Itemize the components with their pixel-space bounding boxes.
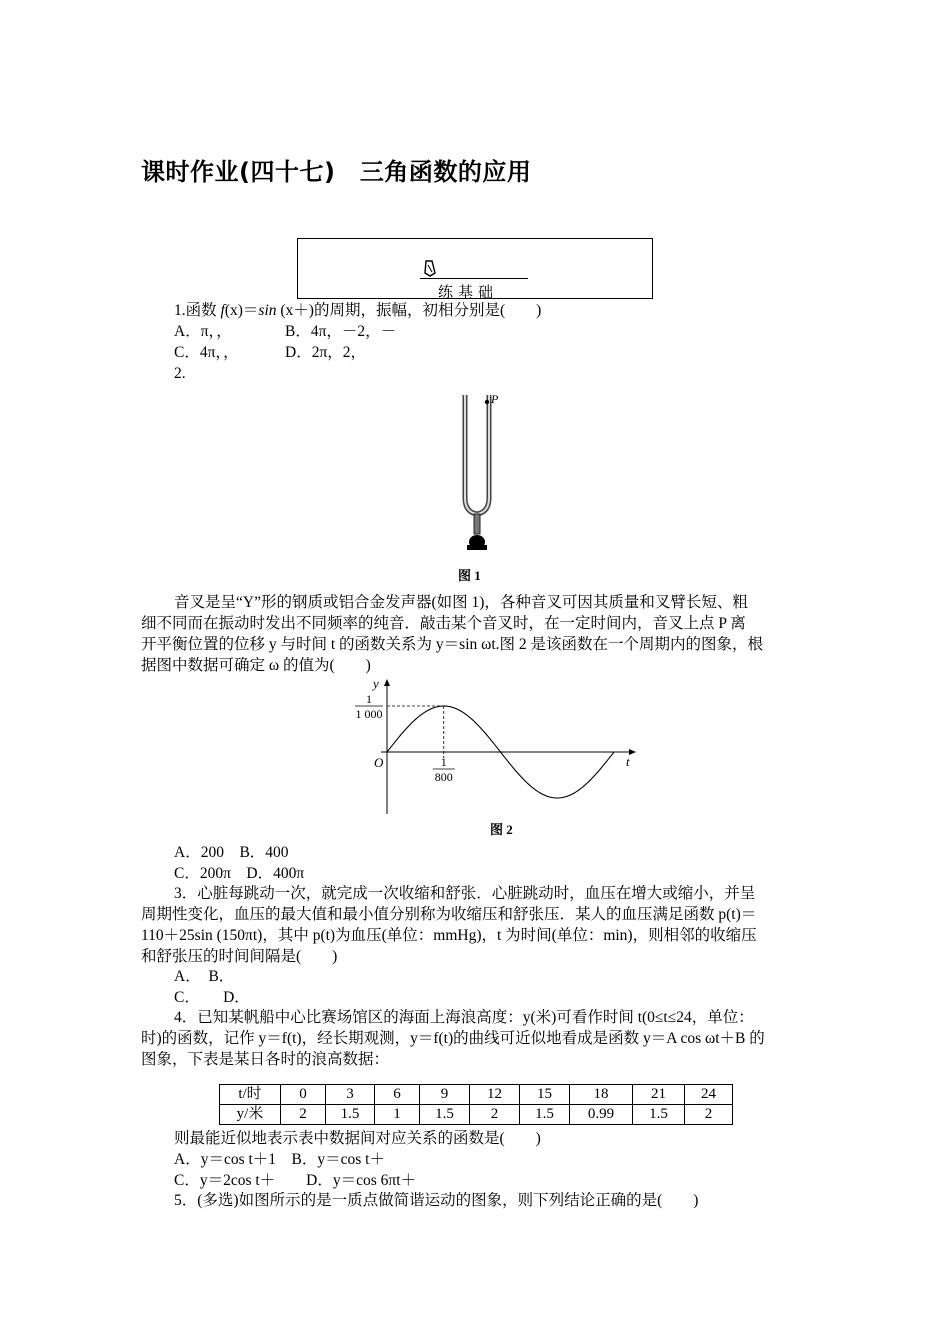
q4-options-cd: C．y＝2cos t＋ D．y＝cos 6πt＋ — [174, 1172, 417, 1189]
q3-line1: 3．心脏每跳动一次，就完成一次收缩和舒张．心脏跳动时，血压在增大或缩小，并呈 — [174, 885, 756, 902]
x-tick-numerator: 1 — [440, 755, 447, 769]
q4-after: 则最能近似地表示表中数据间对应关系的函数是( ) — [174, 1130, 541, 1147]
figure2-caption: 图 2 — [490, 822, 513, 837]
table-row-height — [220, 1105, 733, 1125]
table-cell: 9 — [420, 1085, 470, 1105]
q1-option-d: D．2π，2， — [285, 344, 367, 361]
table-cell: 21 — [633, 1085, 685, 1105]
y-axis-label: y — [373, 676, 379, 691]
table-cell: 2 — [281, 1105, 326, 1125]
table-cell: 6 — [375, 1085, 420, 1105]
origin-label: O — [374, 755, 384, 770]
sine-chart — [345, 674, 640, 819]
table-cell: 1 — [375, 1105, 420, 1125]
section-label: 练基础 — [438, 283, 499, 301]
y-tick-numerator: 1 — [366, 692, 372, 706]
tuning-fork-figure — [445, 390, 515, 555]
table-cell: 2 — [685, 1105, 733, 1125]
table-cell: 18 — [570, 1085, 633, 1105]
y-axis-arrow — [384, 679, 390, 686]
table-head-height: y/米 — [220, 1105, 281, 1125]
table-cell: 0.99 — [570, 1105, 633, 1125]
q1-option-b: B．4π，－2，－ — [285, 323, 397, 340]
q1-option-a: A．π，， — [174, 323, 232, 340]
q3-line4: 和舒张压的时间间隔是( ) — [141, 948, 338, 965]
figure1-caption: 图 1 — [458, 568, 481, 583]
x-tick-denominator: 800 — [434, 770, 453, 784]
q1-stem: 1.函数 f(x)＝sin (x＋)的周期，振幅，初相分别是( ) — [174, 302, 542, 319]
wave-height-table — [219, 1084, 733, 1125]
q2-para-line4: 据图中数据可确定 ω 的值为( ) — [141, 657, 371, 674]
q3-line2: 周期性变化，血压的最大值和最小值分别称为收缩压和舒张压．某人的血压满足函数 p(t)＝ — [141, 906, 757, 923]
q2-options-cd: C．200π D．400π — [174, 865, 305, 882]
table-head-time: t/时 — [220, 1085, 281, 1105]
q3-line3: 110＋25sin (150πt)，其中 p(t)为血压(单位：mmHg)，t 为时间(单位：min)，则相邻的收缩压 — [141, 927, 757, 944]
table-cell: 3 — [326, 1085, 375, 1105]
x-axis-arrow — [629, 749, 636, 755]
table-cell: 2 — [470, 1105, 520, 1125]
table-cell: 15 — [520, 1085, 570, 1105]
x-axis-label: t — [626, 754, 630, 769]
table-cell: 1.5 — [633, 1105, 685, 1125]
y-tick-denominator: 1 000 — [355, 707, 383, 721]
q3-options-cd: C． D． — [174, 989, 250, 1006]
point-p-dot — [485, 400, 489, 404]
q4-line3: 图象，下表是某日各时的浪高数据： — [141, 1051, 390, 1068]
q3-options-ab: A． B． — [174, 968, 235, 985]
table-cell: 12 — [470, 1085, 520, 1105]
table-cell: 1.5 — [420, 1105, 470, 1125]
q2-para-line2: 细不同而在振动时发出不同频率的纯音．敲击某个音叉时，在一定时间内，音叉上点 P 离 — [141, 615, 746, 632]
section-rule — [420, 278, 528, 279]
q4-line2: 时)的函数，记作 y＝f(t)，经长期观测，y＝f(t)的曲线可近似地看成是函数 y＝A cos ωt＋B 的 — [141, 1030, 765, 1047]
table-cell: 1.5 — [520, 1105, 570, 1125]
q2-number: 2. — [174, 365, 186, 382]
tuning-fork-drawing — [465, 395, 489, 550]
q4-options-ab: A．y＝cos t＋1 B．y＝cos t＋ — [174, 1151, 385, 1168]
table-cell: 1.5 — [326, 1105, 375, 1125]
point-p-label: P — [491, 392, 499, 406]
page-title: 课时作业(四十七) 三角函数的应用 — [141, 158, 532, 186]
table-row-time — [220, 1085, 733, 1105]
table-cell: 24 — [685, 1085, 733, 1105]
q5-stem: 5．(多选)如图所示的是一质点做简谐运动的图象，则下列结论正确的是( ) — [174, 1192, 699, 1209]
q2-para-line1: 音叉是呈“Y”形的钢质或铝合金发声器(如图 1)，各种音叉可因其质量和叉臂长短、粗 — [174, 594, 748, 611]
q2-para-line3: 开平衡位置的位移 y 与时间 t 的函数关系为 y＝sin ωt.图 2 是该函数在一个周期内的图象，根 — [141, 636, 764, 653]
section-header — [297, 238, 653, 299]
q2-options-ab: A．200 B．400 — [174, 844, 289, 861]
q4-line1: 4．已知某帆船中心比赛场馆区的海面上海浪高度：y(米)可看作时间 t(0≤t≤24，单位： — [174, 1009, 754, 1026]
table-cell: 0 — [281, 1085, 326, 1105]
pen-icon — [423, 259, 437, 277]
q1-option-c: C．4π，， — [174, 344, 239, 361]
